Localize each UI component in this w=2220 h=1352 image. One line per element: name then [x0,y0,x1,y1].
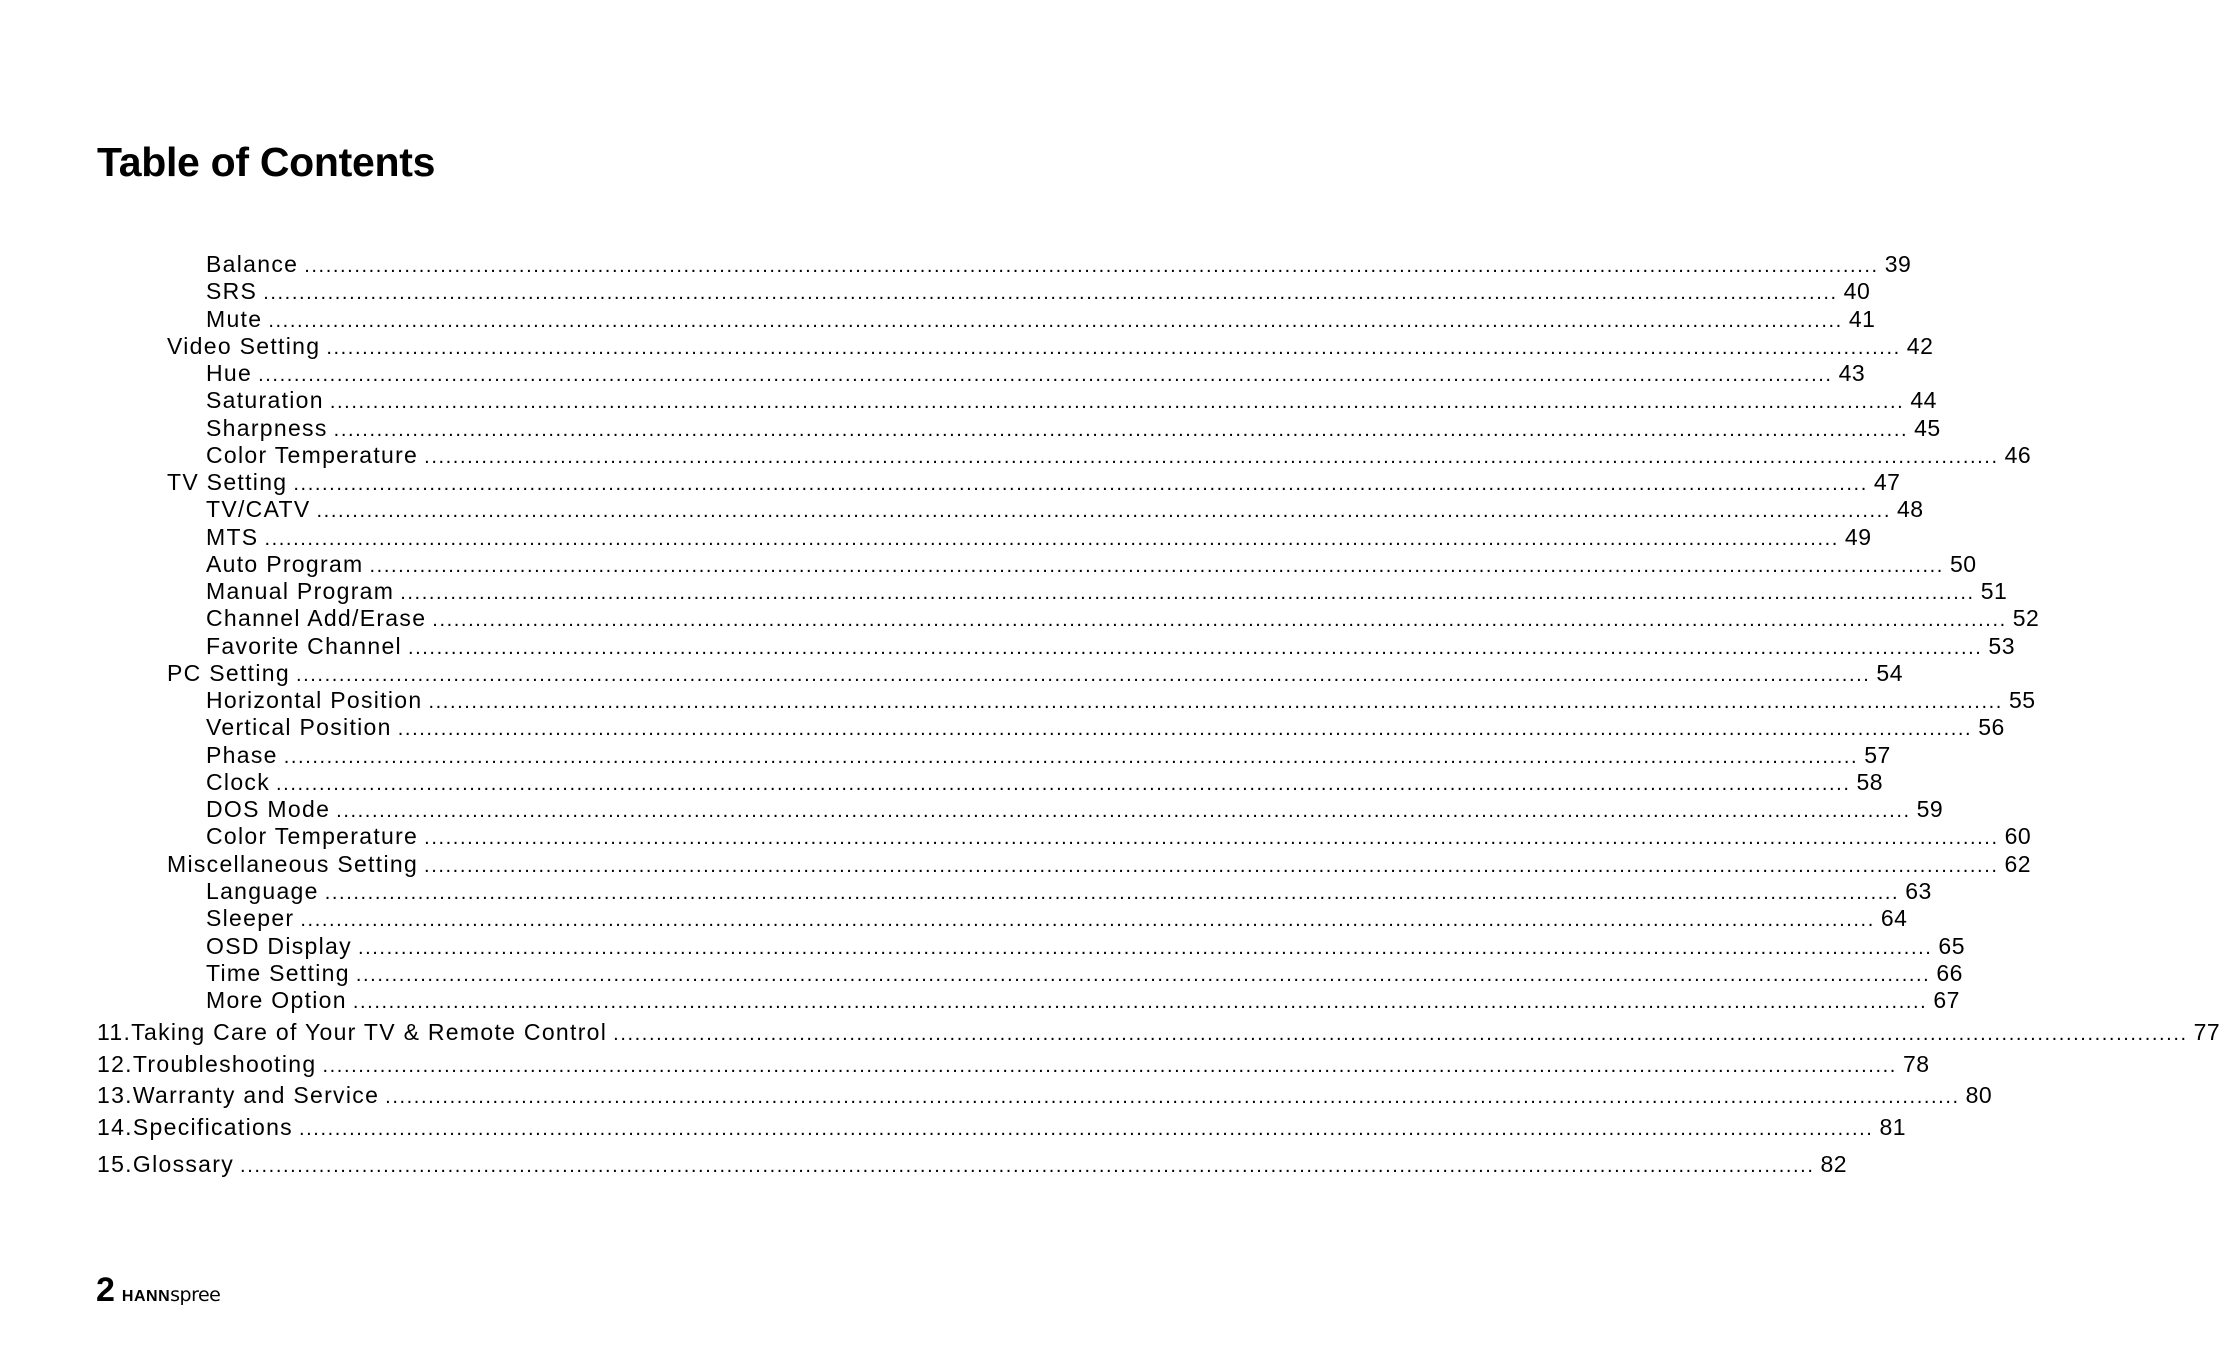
toc-entry-label: More Option [206,987,347,1013]
toc-entry-label: DOS Mode [206,796,331,822]
toc-entry[interactable] [206,250,1912,278]
toc-entry-label: Time Setting [206,960,350,986]
toc-entry-page: 43 [1838,360,1866,386]
toc-entry-page: 56 [1978,714,2005,740]
toc-entry-label: Glossary [132,1151,235,1177]
toc-entry-label: Troubleshooting [132,1051,317,1077]
toc-entry[interactable] [206,713,2005,741]
toc-entry-label: Hue [206,360,253,386]
brand-logo-bold: HANN [121,1288,171,1305]
toc-entry-label: Language [206,878,319,904]
toc-dot-leader: ............................................................................................................................................................................................................................ [428,691,2003,713]
toc-dot-leader: ............................................................................................................................................................................................................................ [355,964,1931,986]
toc-dot-leader: ............................................................................................................................................................................................................................ [316,500,1891,522]
toc-entry-number: 15. [97,1151,133,1177]
toc-entry-label: Miscellaneous Setting [167,851,419,877]
toc-entry-label: Saturation [206,387,324,413]
toc-entry-label: Balance [206,251,299,277]
toc-entry-label: OSD Display [206,933,352,959]
toc-entry[interactable] [206,523,1872,551]
toc-entry-page: 78 [1902,1051,1930,1077]
toc-entry[interactable] [167,659,1904,687]
toc-dot-leader: ............................................................................................................................................................................................................................ [322,1055,1897,1077]
toc-entry-label: Warranty and Service [132,1082,380,1108]
brand-logo-light: spree [170,1284,221,1306]
toc-dot-leader: ............................................................................................................................................................................................................................ [424,446,1999,468]
toc-entry[interactable] [167,850,2032,878]
toc-entry-page: 40 [1843,278,1871,304]
toc-entry-page: 41 [1848,306,1876,332]
toc-entry[interactable] [97,1050,1930,1078]
toc-entry-number: 11. [97,1019,132,1045]
toc-entry[interactable] [206,550,1977,578]
toc-entry-label: SRS [206,278,258,304]
toc-entry[interactable] [206,986,1960,1014]
toc-entry-label: Horizontal Position [206,687,423,713]
toc-dot-leader: ............................................................................................................................................................................................................................ [613,1023,2188,1045]
toc-entry[interactable] [206,441,2032,469]
toc-entry-page: 64 [1880,905,1908,931]
page-number: 2 [96,1271,114,1309]
toc-dot-leader: ............................................................................................................................................................................................................................ [424,855,1999,877]
toc-entry[interactable] [97,1113,1907,1141]
toc-entry-label: Channel Add/Erase [206,605,427,631]
toc-dot-leader: ............................................................................................................................................................................................................................ [240,1155,1815,1177]
toc-entry-page: 57 [1864,742,1891,768]
toc-entry-page: 80 [1965,1082,1993,1108]
toc-entry-page: 63 [1905,878,1932,904]
toc-entry[interactable] [206,959,1963,987]
toc-entry-page: 50 [1949,551,1977,577]
toc-entry[interactable] [206,795,1944,823]
toc-entry-label: Manual Program [206,578,395,604]
toc-dot-leader: ............................................................................................................................................................................................................................ [329,391,1905,413]
toc-entry-page: 81 [1879,1114,1907,1140]
toc-dot-leader: ............................................................................................................................................................................................................................ [258,364,1833,386]
toc-entry-label: Mute [206,306,263,332]
toc-entry[interactable] [206,741,1891,769]
toc-entry-page: 59 [1916,796,1944,822]
page-footer [96,1270,220,1310]
toc-dot-leader: ............................................................................................................................................................................................................................ [304,255,1879,277]
toc-entry-number: 12. [97,1051,133,1077]
toc-entry[interactable] [206,359,1866,387]
toc-entry-label: TV Setting [167,469,288,495]
toc-entry-page: 53 [1988,633,2016,659]
toc-entry-page: 52 [2012,605,2040,631]
toc-entry-page: 45 [1914,415,1941,441]
toc-dot-leader: ............................................................................................................................................................................................................................ [385,1086,1960,1108]
toc-entry[interactable] [206,822,2032,850]
toc-entry-label: Clock [206,769,271,795]
toc-entry[interactable] [206,632,2016,660]
toc-dot-leader: ............................................................................................................................................................................................................................ [407,637,1983,659]
toc-dot-leader: ............................................................................................................................................................................................................................ [397,718,1973,740]
toc-entry-page: 39 [1884,251,1912,277]
toc-entry-number: 13. [97,1082,133,1108]
toc-entry-label: TV/CATV [206,496,311,522]
toc-dot-leader: ............................................................................................................................................................................................................................ [400,582,1975,604]
toc-entry-label: Auto Program [206,551,364,577]
toc-entry[interactable] [97,1081,1993,1109]
toc-dot-leader: ............................................................................................................................................................................................................................ [264,528,1839,550]
toc-entry[interactable] [206,386,1937,414]
toc-entry[interactable] [97,1018,2220,1046]
toc-dot-leader: ............................................................................................................................................................................................................................ [432,609,2007,631]
toc-entry[interactable] [206,305,1876,333]
toc-entry-page: 60 [2004,823,2032,849]
toc-dot-leader: ............................................................................................................................................................................................................................ [293,473,1868,495]
toc-entry-page: 51 [1980,578,2008,604]
toc-entry-page: 54 [1876,660,1904,686]
toc-entry-number: 14. [97,1114,133,1140]
toc-entry[interactable] [206,577,2008,605]
toc-entry[interactable] [206,877,1932,905]
toc-dot-leader: ............................................................................................................................................................................................................................ [263,282,1838,304]
toc-entry-page: 44 [1910,387,1937,413]
toc-entry-label: Phase [206,742,278,768]
toc-dot-leader: ............................................................................................................................................................................................................................ [268,310,1843,332]
toc-entry-page: 82 [1820,1151,1848,1177]
toc-entry-label: Vertical Position [206,714,392,740]
brand-logo [122,1283,220,1309]
toc-dot-leader: ............................................................................................................................................................................................................................ [357,937,1933,959]
toc-entry-page: 65 [1938,933,1966,959]
toc-dot-leader: ............................................................................................................................................................................................................................ [424,827,1999,849]
toc-entry[interactable] [167,468,1901,496]
toc-entry-page: 58 [1856,769,1884,795]
toc-entry-page: 46 [2004,442,2032,468]
toc-entry-label: Color Temperature [206,823,419,849]
toc-entry-page: 66 [1936,960,1963,986]
toc-dot-leader: ............................................................................................................................................................................................................................ [298,1118,1874,1140]
toc-entry-label: Taking Care of Your TV & Remote Control [131,1019,608,1045]
toc-entry-label: PC Setting [167,660,290,686]
toc-entry[interactable] [206,277,1871,305]
toc-entry-label: MTS [206,524,259,550]
toc-entry-page: 55 [2008,687,2036,713]
toc-entry-page: 67 [1933,987,1960,1013]
toc-entry-label: Sharpness [206,415,328,441]
toc-dot-leader: ............................................................................................................................................................................................................................ [276,773,1851,795]
toc-entry-label: Sleeper [206,905,295,931]
toc-dot-leader: ............................................................................................................................................................................................................................ [369,555,1944,577]
toc-dot-leader: ............................................................................................................................................................................................................................ [352,991,1928,1013]
toc-entry[interactable] [206,604,2040,632]
toc-entry-label: Color Temperature [206,442,419,468]
toc-entry-page: 77 [2193,1019,2220,1045]
toc-entry-page: 62 [2004,851,2032,877]
toc-entry[interactable] [206,932,1966,960]
toc-entry-label: Video Setting [167,333,321,359]
toc-dot-leader: ............................................................................................................................................................................................................................ [283,746,1859,768]
toc-entry[interactable] [206,768,1884,796]
toc-entry-page: 49 [1844,524,1872,550]
toc-entry[interactable] [206,495,1924,523]
toc-entry-page: 47 [1873,469,1901,495]
toc-entry[interactable] [167,332,1934,360]
toc-entry[interactable] [206,904,1908,932]
toc-dot-leader: ............................................................................................................................................................................................................................ [300,909,1875,931]
toc-dot-leader: ............................................................................................................................................................................................................................ [333,419,1909,441]
toc-entry[interactable] [206,686,2036,714]
toc-dot-leader: ............................................................................................................................................................................................................................ [326,337,1901,359]
page-title: Table of Contents [97,139,436,185]
toc-entry[interactable] [97,1150,1848,1178]
toc-dot-leader: ............................................................................................................................................................................................................................ [336,800,1911,822]
toc-entry[interactable] [206,414,1941,442]
toc-dot-leader: ............................................................................................................................................................................................................................ [295,664,1871,686]
toc-entry-page: 42 [1906,333,1934,359]
toc-entry-label: Specifications [132,1114,293,1140]
toc-dot-leader: ............................................................................................................................................................................................................................ [324,882,1900,904]
toc-entry-label: Favorite Channel [206,633,402,659]
toc-entry-page: 48 [1896,496,1924,522]
